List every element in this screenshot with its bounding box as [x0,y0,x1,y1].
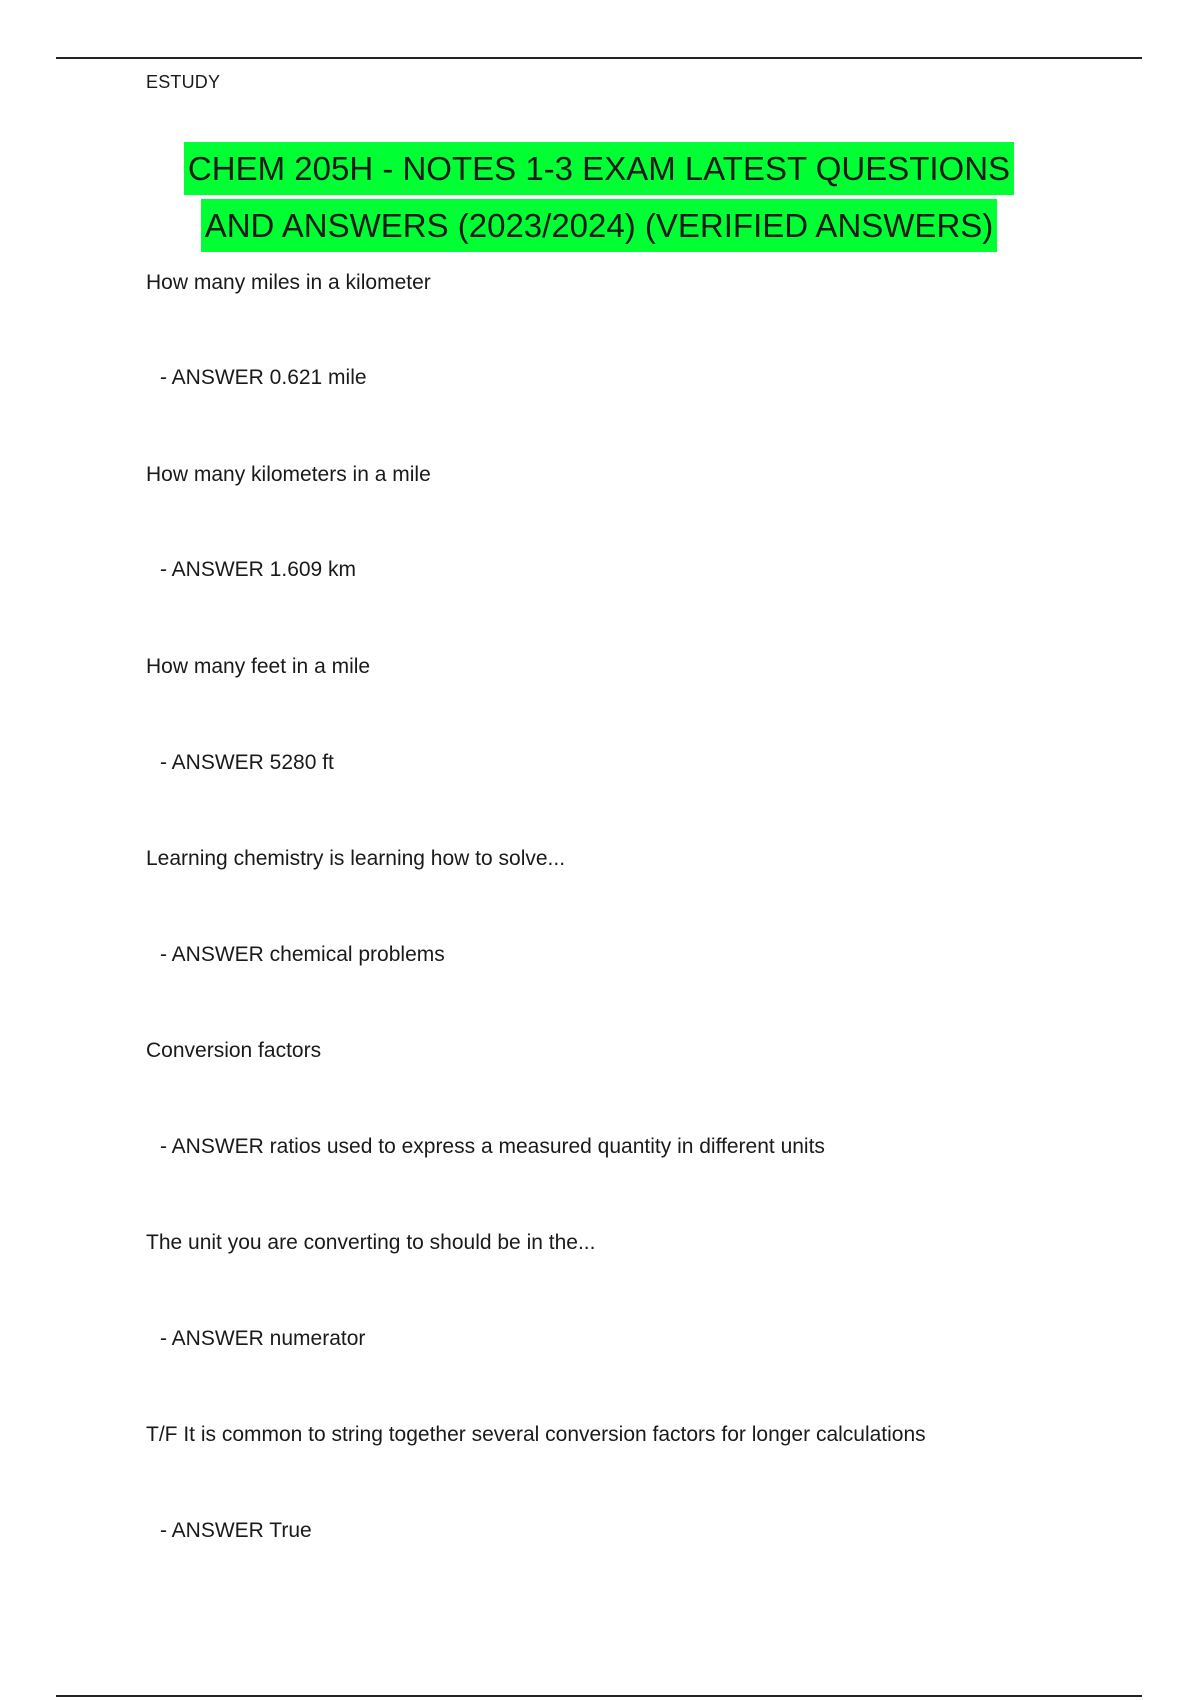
question-3: How many feet in a mile [146,655,371,678]
header-label: ESTUDY [146,72,221,92]
answer-7: - ANSWER True [160,1519,312,1542]
top-rule [56,57,1142,59]
question-1: How many miles in a kilometer [146,271,431,294]
question-7: T/F It is common to string together several conversion factors for longer calculations [146,1423,926,1446]
document-title [56,142,1142,252]
question-4: Learning chemistry is learning how to solve... [146,847,566,870]
question-5: Conversion factors [146,1039,322,1062]
answer-4: - ANSWER chemical problems [160,943,445,966]
answer-2: - ANSWER 1.609 km [160,558,357,581]
answer-1: - ANSWER 0.621 mile [160,366,367,389]
bottom-rule [56,1695,1142,1697]
answer-3: - ANSWER 5280 ft [160,751,334,774]
question-6: The unit you are converting to should be in the... [146,1231,596,1254]
answer-6: - ANSWER numerator [160,1327,366,1350]
title-line-1: CHEM 205H - NOTES 1-3 EXAM LATEST QUESTIONS [184,142,1014,195]
question-2: How many kilometers in a mile [146,463,431,486]
answer-5: - ANSWER ratios used to express a measured quantity in different units [160,1135,825,1158]
title-line-2: AND ANSWERS (2023/2024) (VERIFIED ANSWERS) [201,199,998,252]
